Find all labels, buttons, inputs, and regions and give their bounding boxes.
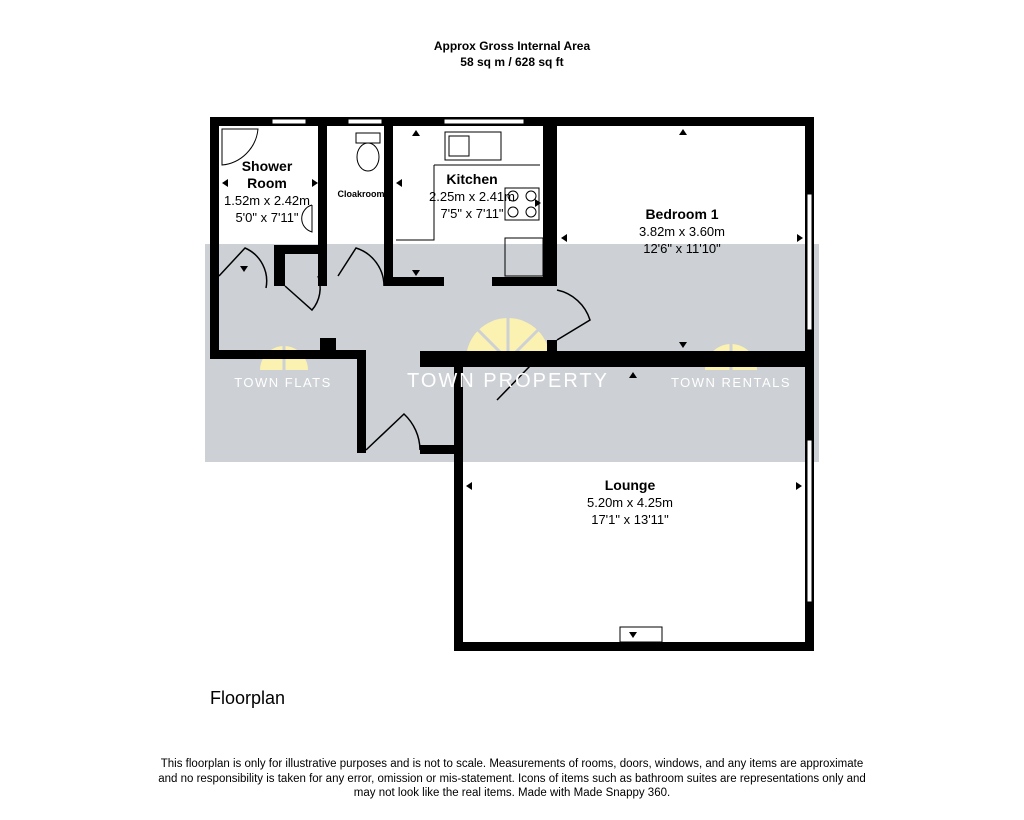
room-dimension-metric: 5.20m x 4.25m	[587, 495, 673, 510]
room-name: Lounge	[604, 477, 656, 493]
room-dimension-imperial: 12'6" x 11'10"	[643, 241, 721, 256]
disclaimer	[120, 757, 904, 801]
disclaimer-line: This floorplan is only for illustrative purposes and is not to scale. Measurements of rooms, doors, windows, and any items are approximate	[160, 758, 864, 770]
room-name: Bedroom 1	[645, 206, 719, 222]
room-dimension-imperial: 17'1" x 13'11"	[591, 512, 669, 527]
room-label-shower	[218, 158, 316, 226]
disclaimer-line: may not look like the real items. Made with Made Snappy 360.	[353, 787, 671, 799]
room-name: Shower	[241, 158, 293, 174]
room-name: Room	[247, 175, 287, 191]
room-label-bedroom	[600, 206, 764, 257]
room-dimension-metric: 3.82m x 3.60m	[639, 224, 725, 239]
room-dimension-imperial: 5'0" x 7'11"	[235, 210, 299, 225]
watermark-text-left: TOWN FLATS	[234, 375, 332, 390]
room-dimension-metric: 1.52m x 2.42m	[224, 193, 310, 208]
watermark-text-right: TOWN RENTALS	[670, 375, 792, 390]
room-label-cloakroom	[328, 186, 394, 203]
room-name: Kitchen	[446, 171, 498, 187]
disclaimer-line: and no responsibility is taken for any error, omission or mis-statement. Icons of items such as bathroom suites are representations only and	[158, 772, 866, 785]
area-value: 58 sq m / 628 sq ft	[460, 55, 564, 69]
room-label-lounge	[552, 477, 708, 528]
watermark-text-center: TOWN PROPERTY	[407, 370, 609, 392]
room-dimension-imperial: 7'5" x 7'11"	[440, 206, 504, 221]
room-name: Cloakroom	[337, 189, 385, 199]
plan-title: Floorplan	[210, 688, 286, 708]
room-label-kitchen	[404, 171, 540, 222]
area-title: Approx Gross Internal Area	[433, 39, 591, 53]
room-dimension-metric: 2.25m x 2.41m	[429, 189, 515, 204]
